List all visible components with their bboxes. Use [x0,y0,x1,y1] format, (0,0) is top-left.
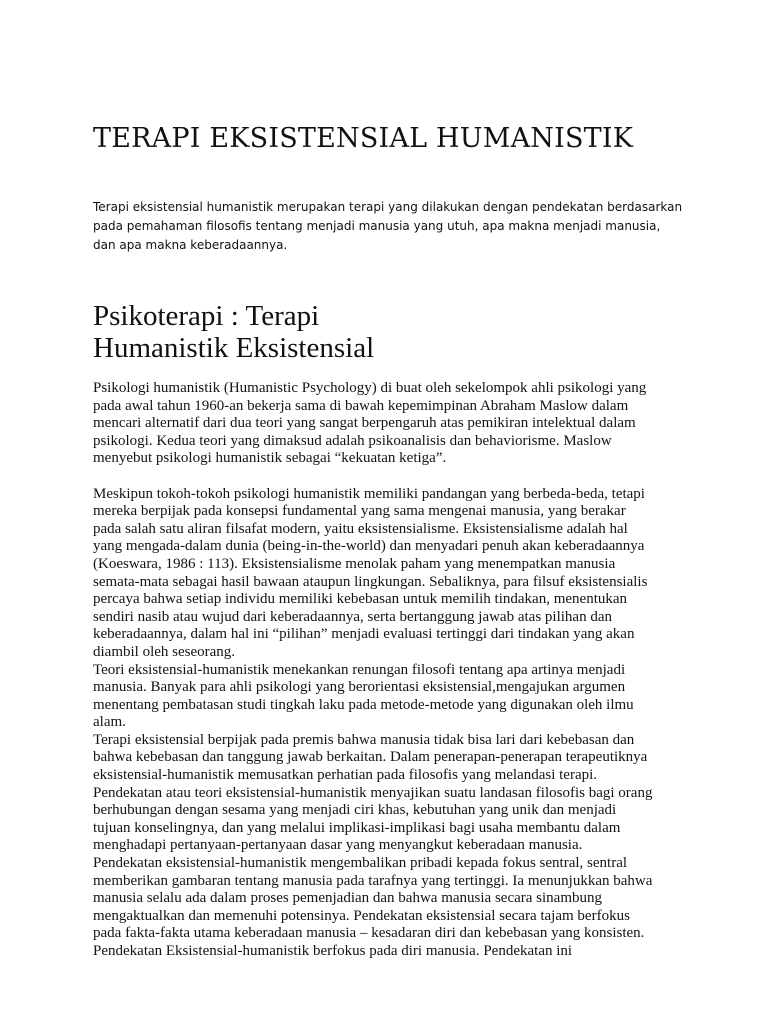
body-line: yang mengada-dalam dunia (being-in-the-world) dan menyadari penuh akan keberadaannya [93,538,645,555]
body-line: diambil oleh seseorang. [93,643,236,660]
body-line: Teori eksistensial-humanistik menekankan renungan filosofi tentang apa artinya menjadi [93,661,626,678]
body-line: semata-mata sebagai hasil bawaan ataupun lingkungan. Sebaliknya, para filsuf eksistensialis [93,573,648,590]
body-line: pada awal tahun 1960-an bekerja sama di bawah kepemimpinan Abraham Maslow dalam [93,397,629,414]
body-line: mereka berpijak pada konsepsi fundamental yang sama mengenai manusia, yang berakar [93,503,626,520]
body-line: manusia. Banyak para ahli psikologi yang berorientasi eksistensial,mengajukan argumen [93,679,626,696]
body-line: Meskipun tokoh-tokoh psikologi humanistik memiliki pandangan yang berbeda-beda, tetapi [93,485,645,502]
body-line: percaya bahwa setiap individu memiliki kebebasan untuk memilih tindakan, menentukan [93,591,628,608]
document-title: TERAPI EKSISTENSIAL HUMANISTIK [93,123,634,154]
body-line: (Koeswara, 1986 : 113). Eksistensialisme menolak paham yang menempatkan manusia [93,555,616,572]
body-line: mengaktualkan dan memenuhi potensinya. Pendekatan eksistensial secara tajam berfokus [93,907,630,924]
section-heading-line-2: Humanistik Eksistensial [93,332,375,364]
intro-paragraph: Terapi eksistensial humanistik merupakan terapi yang dilakukan dengan pendekatan berdasarkan pada pemahaman filosofis tentang menjadi manusia yang utuh, apa makna menjadi manusia, dan apa makna keberadaannya. [93,200,683,252]
body-line: pada salah satu aliran filsafat modern, yaitu eksistensialisme. Eksistensialisme adalah hal [93,520,628,537]
body-line: sendiri nasib atau wujud dari keberadaannya, serta bertanggung jawab atas pilihan dan [93,608,612,625]
body-line: Terapi eksistensial berpijak pada premis bahwa manusia tidak bisa lari dari kebebasan dan [93,731,635,748]
section-heading-line-1: Psikoterapi : Terapi [93,300,320,332]
body-line: menyebut psikologi humanistik sebagai “kekuatan ketiga”. [93,450,447,467]
body-line: eksistensial-humanistik memusatkan perhatian pada filosofis yang melandasi terapi. [93,767,598,784]
body-line: menentang pembatasan studi tingkah laku pada metode-metode yang digunakan oleh ilmu [93,696,634,713]
body-line: psikologi. Kedua teori yang dimaksud adalah psikoanalisis dan behaviorisme. Maslow [93,432,612,449]
body-line: keberadaannya, dalam hal ini “pilihan” menjadi evaluasi tertinggi dari tindakan yang akan [93,626,635,643]
body-line: Pendekatan Eksistensial-humanistik berfokus pada diri manusia. Pendekatan ini [93,943,573,959]
paragraph-gap [93,468,683,486]
section-heading [93,300,493,364]
body-line: tujuan konselingnya, dan yang melalui implikasi-implikasi bagi usaha membantu dalam [93,819,621,836]
body-line: manusia selalu ada dalam proses pemenjadian dan bahwa manusia secara sinambung [93,890,602,907]
body-line: pada fakta-fakta utama keberadaan manusia – kesadaran diri dan kebebasan yang konsisten. [93,925,645,942]
body-line: berhubungan dengan sesama yang menjadi ciri khas, kebutuhan yang unik dan menjadi [93,802,617,819]
body-line: Pendekatan atau teori eksistensial-humanistik menyajikan suatu landasan filosofis bagi orang [93,784,653,801]
body-text [93,380,683,961]
body-line: alam. [93,714,126,731]
body-line: memberikan gambaran tentang manusia pada tarafnya yang tertinggi. Ia menunjukkan bahwa [93,872,653,889]
body-line: bahwa kebebasan dan tanggung jawab berkaitan. Dalam penerapan-penerapan terapeutiknya [93,749,648,766]
body-line: mencari alternatif dari dua teori yang sangat berpengaruh atas pemikiran intelektual dalam [93,415,636,432]
body-line: Psikologi humanistik (Humanistic Psychology) di buat oleh sekelompok ahli psikologi yang [93,380,647,396]
body-line: menghadapi pertanyaan-pertanyaan dasar yang menyangkut keberadaan manusia. [93,837,583,854]
body-line: Pendekatan eksistensial-humanistik mengembalikan pribadi kepada fokus sentral, sentral [93,855,628,872]
